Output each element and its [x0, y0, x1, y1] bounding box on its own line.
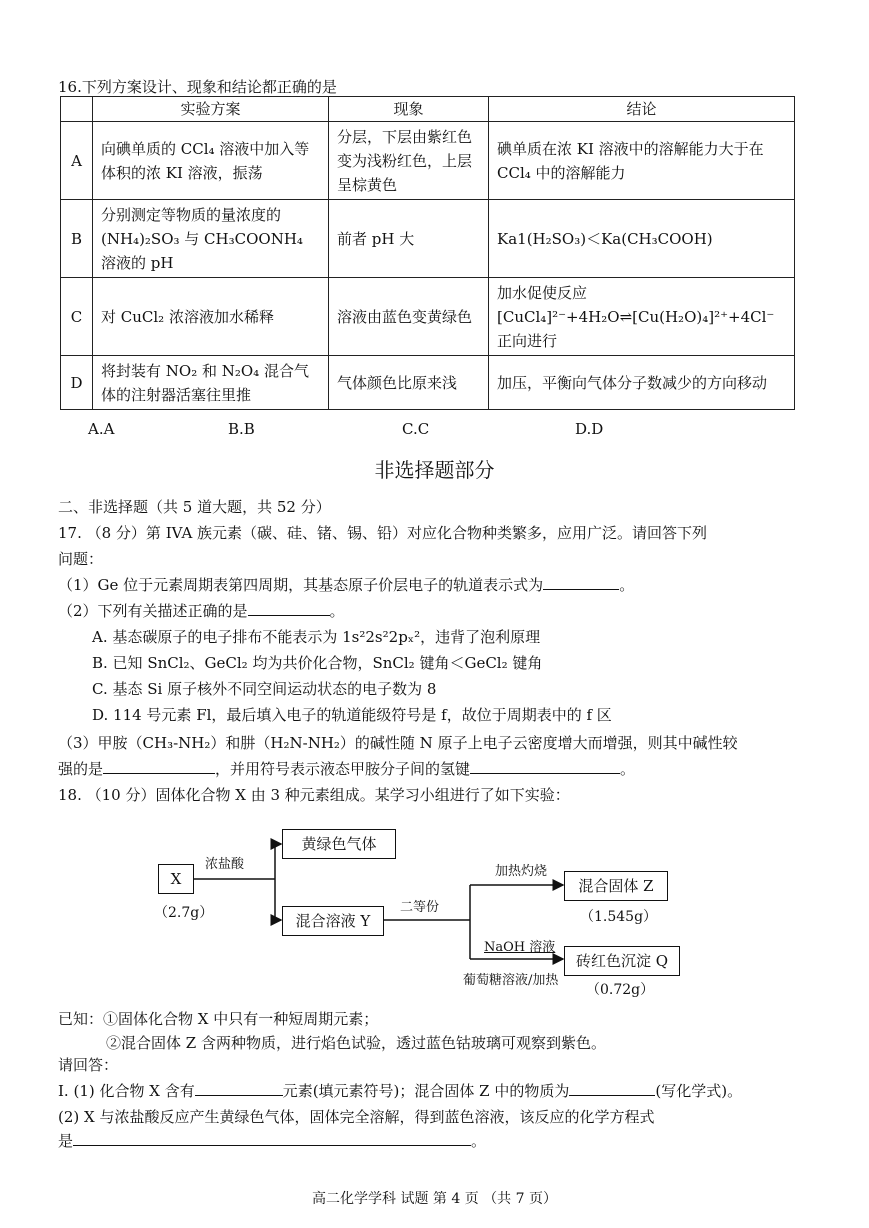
answer-blank[interactable] [543, 574, 619, 590]
answer-blank[interactable] [195, 1080, 283, 1096]
q18-part1-text-c: (写化学式)。 [655, 1082, 743, 1100]
q17-part3-line1: （3）甲胺（CH₃-NH₂）和肼（H₂N-NH₂）的碱性随 N 原子上电子云密度增大而增强，则其中碱性较 [58, 734, 738, 752]
answer-blank[interactable] [569, 1080, 655, 1096]
table-corner [61, 97, 93, 122]
z-mass: （1.545g） [580, 909, 658, 925]
box-precipitate-q: 砖红色沉淀 Q [564, 946, 680, 976]
table-row [61, 122, 795, 200]
q17-intro-line1: 17. （8 分）第 IVA 族元素（碳、硅、锗、锡、铅）对应化合物种类繁多，应用广泛。请回答下列 [58, 524, 708, 542]
q18-known-2: ②混合固体 Z 含两种物质，进行焰色试验，透过蓝色钴玻璃可观察到紫色。 [106, 1034, 606, 1052]
x-mass: （2.7g） [154, 905, 214, 921]
row-label: D [61, 356, 93, 410]
reagent-conc-hcl: 浓盐酸 [205, 857, 245, 872]
option-c[interactable]: C.C [402, 420, 430, 438]
page-footer: 高二化学学科 试题 第 4 页 （共 7 页） [312, 1191, 557, 1207]
flowchart [150, 818, 680, 998]
answer-blank[interactable] [103, 758, 215, 774]
q18-part2-line1: (2) X 与浓盐酸反应产生黄绿色气体，固体完全溶解，得到蓝色溶液，该反应的化学方程式 [58, 1108, 655, 1126]
glucose-label: 葡萄糖溶液/加热 [463, 973, 559, 988]
table-row [61, 278, 795, 356]
row-label: A [61, 122, 93, 200]
answer-blank[interactable] [470, 758, 620, 774]
header-phenomenon: 现象 [329, 97, 489, 122]
q18-part1-text-b: 元素(填元素符号)；混合固体 Z 中的物质为 [282, 1082, 570, 1100]
cell-phenomenon: 分层，下层由紫红色变为浅粉红色，上层呈棕黄色 [329, 122, 489, 200]
split-label: 二等份 [400, 900, 440, 915]
heat-label: 加热灼烧 [495, 864, 548, 879]
row-label: C [61, 278, 93, 356]
period: 。 [619, 576, 635, 594]
period: 。 [620, 760, 636, 778]
option-d[interactable]: D.D [575, 420, 604, 438]
q17-intro-line2: 问题： [58, 550, 104, 568]
answer-blank[interactable] [73, 1130, 471, 1146]
q17-part1-text: （1）Ge 位于元素周期表第四周期，其基态原子价层电子的轨道表示式为 [58, 576, 544, 594]
box-solid-z: 混合固体 Z [564, 871, 668, 901]
header-plan: 实验方案 [93, 97, 329, 122]
q17-part3-line2 [58, 758, 635, 779]
period: 。 [471, 1132, 487, 1150]
experiment-table [60, 96, 795, 410]
cell-phenomenon: 气体颜色比原来浅 [329, 356, 489, 410]
cell-phenomenon: 溶液由蓝色变黄绿色 [329, 278, 489, 356]
q18-known-1: 已知：①固体化合物 X 中只有一种短周期元素； [58, 1010, 379, 1028]
q17-part2 [58, 600, 345, 621]
cell-plan: 对 CuCl₂ 浓溶液加水稀释 [93, 278, 329, 356]
cell-plan: 分别测定等物质的量浓度的(NH₄)₂SO₃ 与 CH₃COONH₄ 溶液的 pH [93, 200, 329, 278]
question-16-title: 16.下列方案设计、现象和结论都正确的是 [58, 78, 337, 96]
cell-phenomenon: 前者 pH 大 [329, 200, 489, 278]
cell-plan: 向碘单质的 CCl₄ 溶液中加入等体积的浓 KI 溶液，振荡 [93, 122, 329, 200]
period: 。 [329, 602, 345, 620]
box-solution-y: 混合溶液 Y [282, 906, 384, 936]
q18-intro: 18. （10 分）固体化合物 X 由 3 种元素组成。某学习小组进行了如下实验： [58, 786, 570, 804]
q18-part1 [58, 1080, 742, 1101]
naoh-label: NaOH 溶液 [484, 940, 556, 955]
row-label: B [61, 200, 93, 278]
table-row [61, 356, 795, 410]
box-yellow-green-gas: 黄绿色气体 [282, 829, 396, 859]
cell-conclusion: Ka1(H₂SO₃)＜Ka(CH₃COOH) [489, 200, 795, 278]
q-mass: （0.72g） [586, 982, 655, 998]
table-row [61, 200, 795, 278]
table-header-row [61, 97, 795, 122]
q18-part2-line2 [58, 1130, 486, 1151]
section-title: 非选择题部分 [374, 458, 495, 482]
cell-plan: 将封装有 NO₂ 和 N₂O₄ 混合气体的注射器活塞往里推 [93, 356, 329, 410]
q18-part2-text: 是 [58, 1132, 74, 1150]
cell-conclusion: 碘单质在浓 KI 溶液中的溶解能力大于在 CCl₄ 中的溶解能力 [489, 122, 795, 200]
q18-ask: 请回答： [58, 1056, 119, 1074]
q17-part2-text: （2）下列有关描述正确的是 [58, 602, 248, 620]
q18-part1-text-a: Ⅰ. (1) 化合物 X 含有 [58, 1082, 195, 1100]
header-conclusion: 结论 [489, 97, 795, 122]
cell-conclusion: 加水促使反应[CuCl₄]²⁻+4H₂O⇌[Cu(H₂O)₄]²⁺+4Cl⁻正向进行 [489, 278, 795, 356]
option-b[interactable]: B.B [228, 420, 255, 438]
answer-blank[interactable] [248, 600, 330, 616]
option-a[interactable]: A.A [88, 420, 115, 438]
q17-choice-a: A. 基态碳原子的电子排布不能表示为 1s²2s²2pₓ²，违背了泡利原理 [92, 628, 541, 646]
box-x: X [158, 864, 194, 894]
q17-part1 [58, 574, 634, 595]
q17-choice-d: D. 114 号元素 Fl，最后填入电子的轨道能级符号是 f，故位于周期表中的 f 区 [92, 706, 612, 724]
part2-heading: 二、非选择题（共 5 道大题，共 52 分） [58, 498, 331, 516]
q17-choice-c: C. 基态 Si 原子核外不同空间运动状态的电子数为 8 [92, 680, 437, 698]
q17-part3-text-b: ，并用符号表示液态甲胺分子间的氢键 [215, 760, 471, 778]
cell-conclusion: 加压，平衡向气体分子数减少的方向移动 [489, 356, 795, 410]
q17-choice-b: B. 已知 SnCl₂、GeCl₂ 均为共价化合物，SnCl₂ 键角＜GeCl₂ 键角 [92, 654, 543, 672]
q17-part3-text-a: 强的是 [58, 760, 104, 778]
